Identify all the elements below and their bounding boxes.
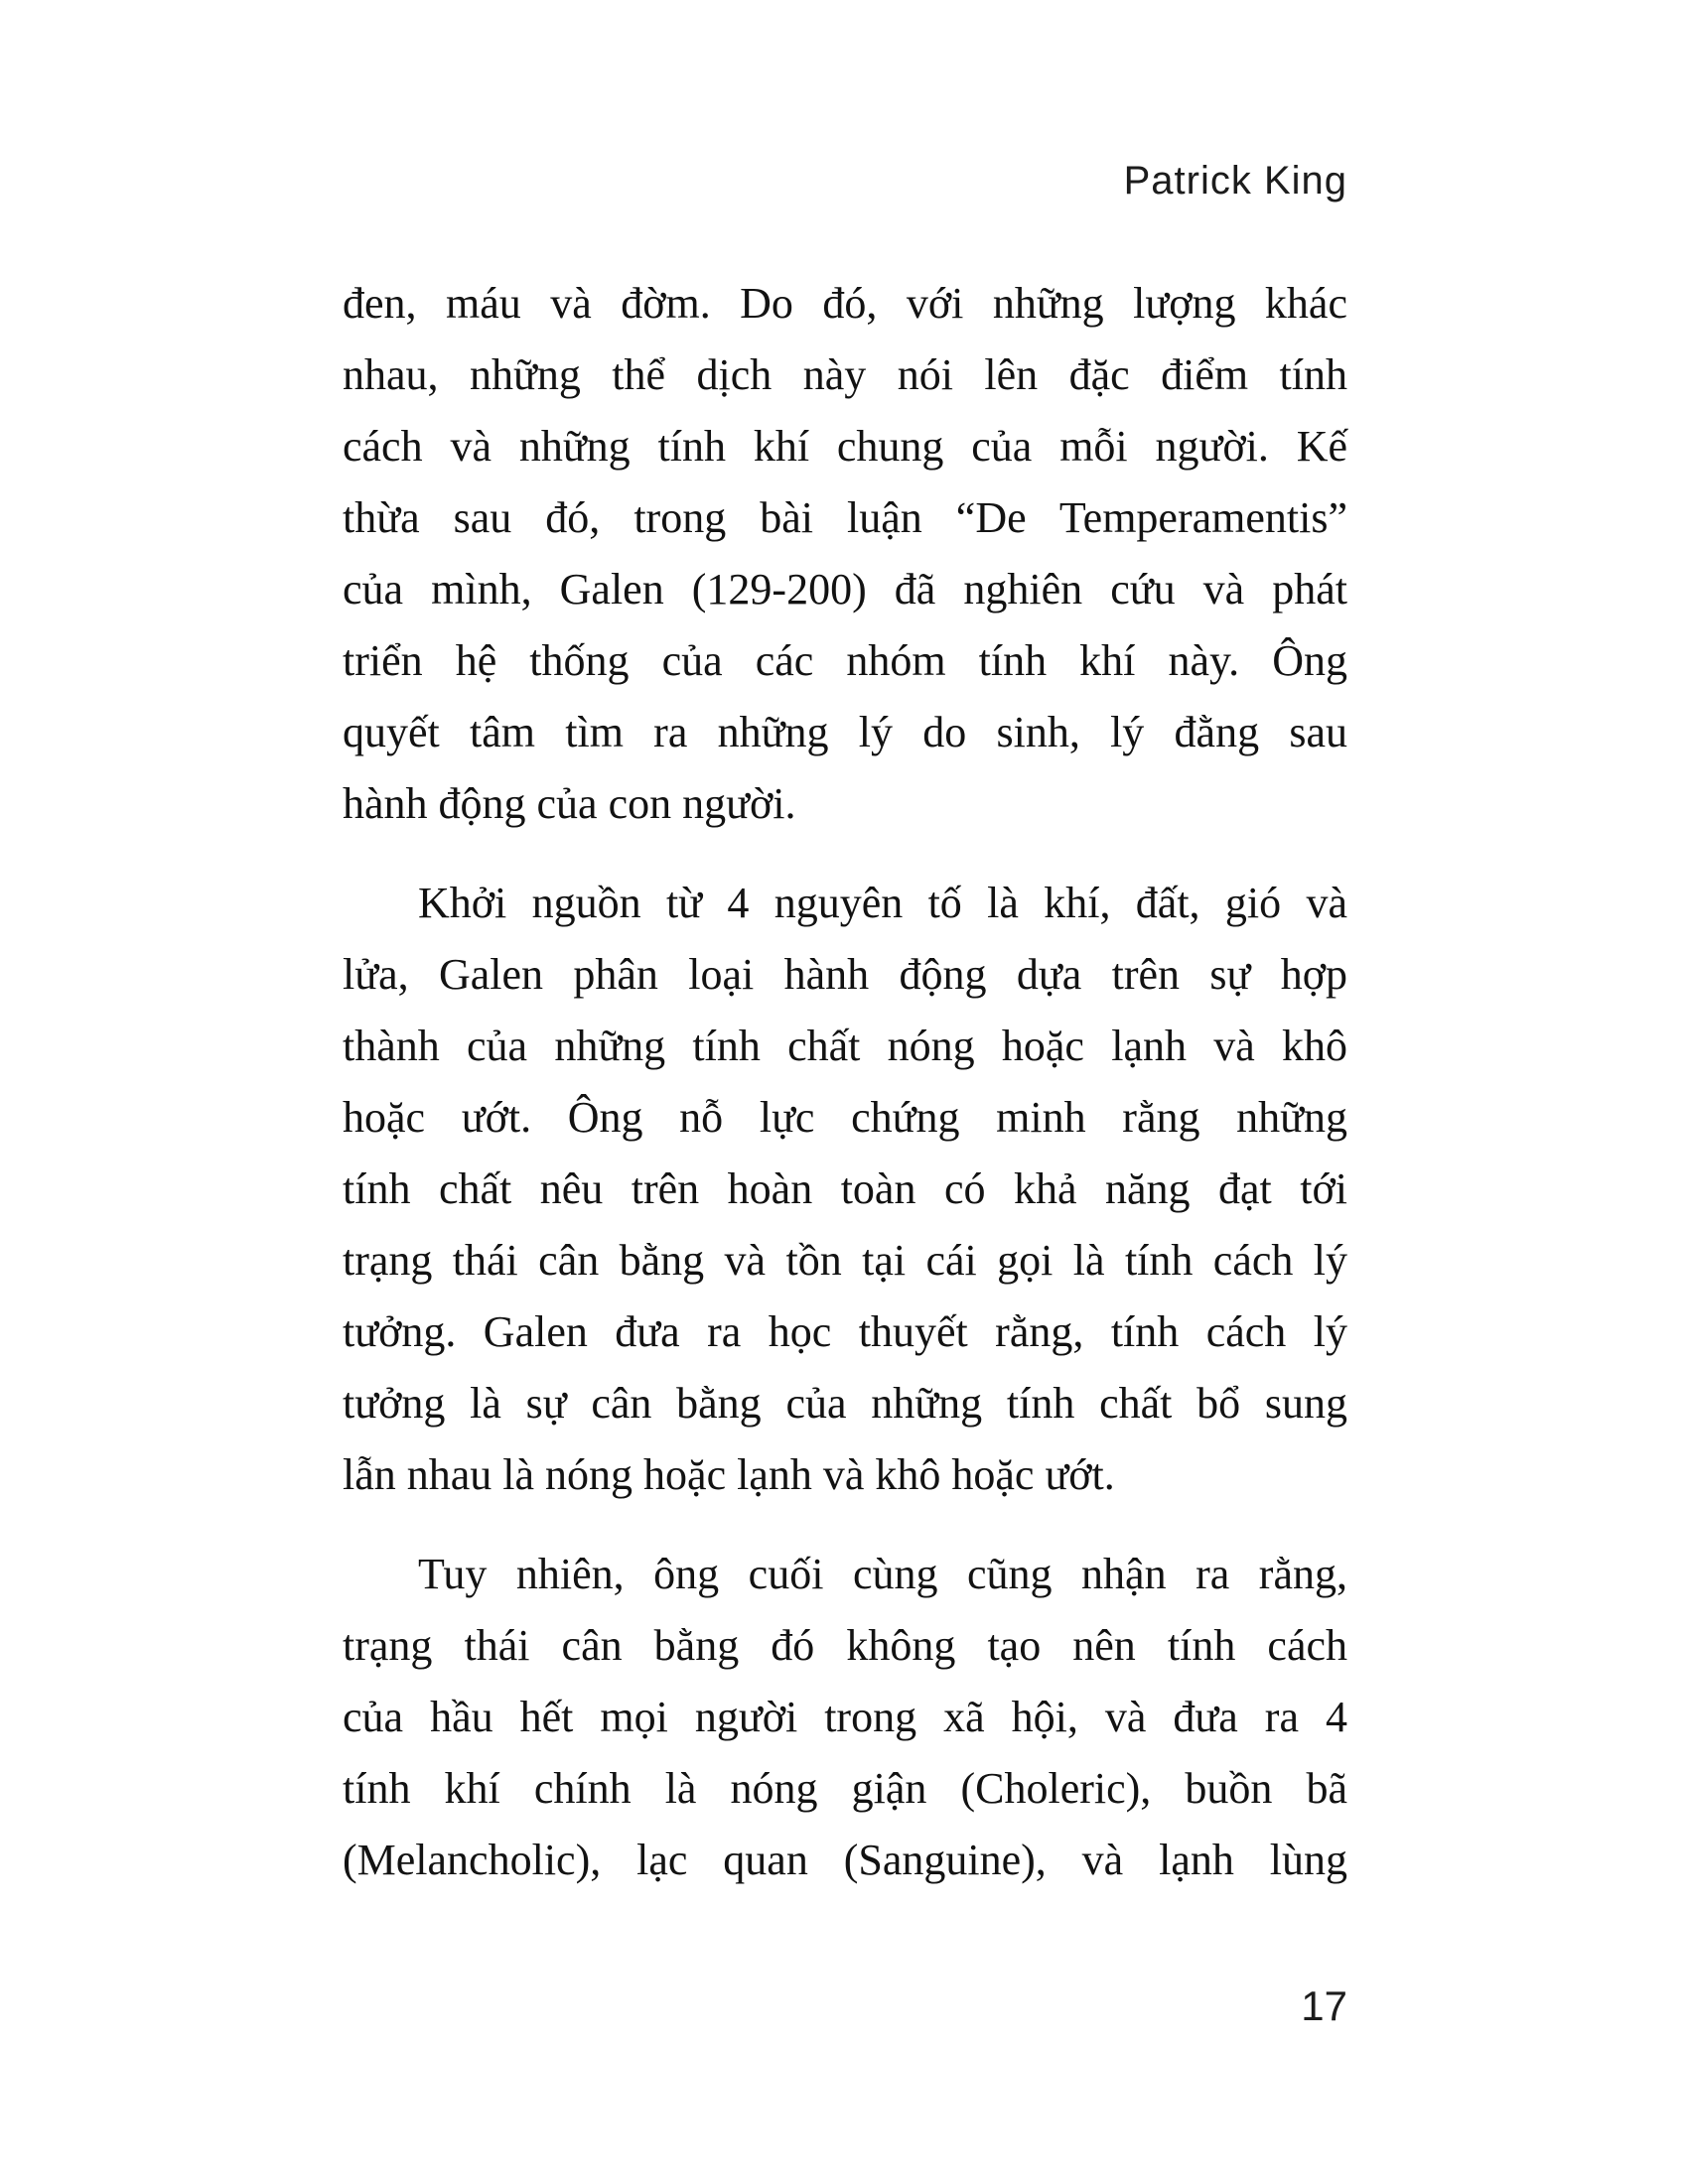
text-line: tưởng. Galen đưa ra học thuyết rằng, tính cách lý — [343, 1307, 1347, 1356]
paragraph-1 — [343, 268, 1347, 840]
text-line: lẫn nhau là nóng hoặc lạnh và khô hoặc ướt. — [343, 1450, 1115, 1499]
text-line: đen, máu và đờm. Do đó, với những lượng khác — [343, 279, 1347, 328]
text-line: của hầu hết mọi người trong xã hội, và đưa ra 4 — [343, 1693, 1347, 1741]
text-line: của mình, Galen (129-200) đã nghiên cứu và phát — [343, 565, 1347, 614]
text-line: tính chất nêu trên hoàn toàn có khả năng đạt tới — [343, 1164, 1347, 1213]
text-line: tính khí chính là nóng giận (Choleric), buồn bã — [343, 1764, 1347, 1813]
text-line: trạng thái cân bằng đó không tạo nên tính cách — [343, 1621, 1347, 1670]
text-line: hành động của con người. — [343, 779, 796, 828]
text-line: nhau, những thể dịch này nói lên đặc điểm tính — [343, 350, 1347, 399]
body-text — [343, 268, 1347, 1896]
text-line: Tuy nhiên, ông cuối cùng cũng nhận ra rằng, — [418, 1550, 1347, 1598]
text-line: cách và những tính khí chung của mỗi người. Kế — [343, 422, 1347, 471]
text-line: triển hệ thống của các nhóm tính khí này. Ông — [343, 636, 1347, 685]
text-line: trạng thái cân bằng và tồn tại cái gọi là tính cách lý — [343, 1236, 1347, 1285]
running-header: Patrick King — [1123, 159, 1347, 203]
text-line: Khởi nguồn từ 4 nguyên tố là khí, đất, gió và — [418, 879, 1347, 927]
text-line: (Melancholic), lạc quan (Sanguine), và lạnh lùng — [343, 1836, 1347, 1884]
page-number: 17 — [1301, 1982, 1347, 2029]
text-line: hoặc ướt. Ông nỗ lực chứng minh rằng những — [343, 1093, 1347, 1142]
paragraph-2 — [343, 868, 1347, 1511]
paragraph-3 — [343, 1539, 1347, 1896]
text-line: tưởng là sự cân bằng của những tính chất bổ sung — [343, 1379, 1347, 1428]
text-line: thành của những tính chất nóng hoặc lạnh và khô — [343, 1022, 1347, 1070]
text-line: lửa, Galen phân loại hành động dựa trên sự hợp — [343, 950, 1347, 999]
text-line: thừa sau đó, trong bài luận “De Temperamentis” — [343, 493, 1347, 542]
text-line: quyết tâm tìm ra những lý do sinh, lý đằng sau — [343, 708, 1347, 756]
